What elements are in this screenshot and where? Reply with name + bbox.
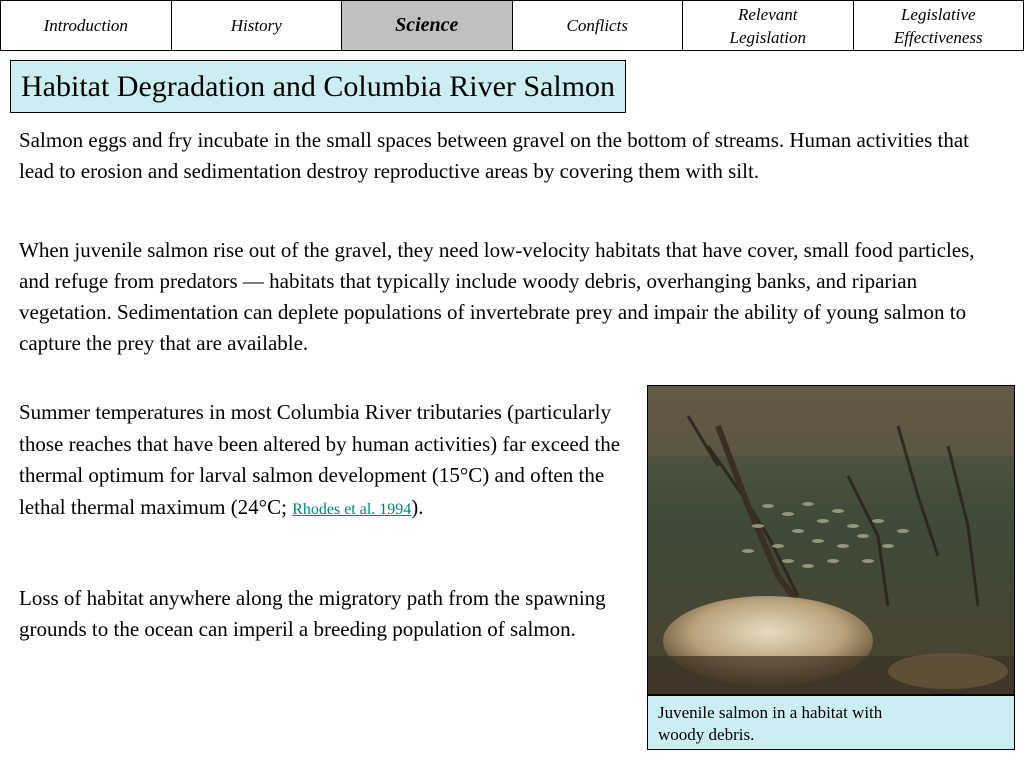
page-title: Habitat Degradation and Columbia River Salmon bbox=[10, 60, 626, 113]
tab-science[interactable]: Science bbox=[341, 0, 513, 51]
reference-link[interactable]: Rhodes et al. 1994 bbox=[292, 500, 412, 518]
paragraph-juvenile-habitat: When juvenile salmon rise out of the gravel, they need low-velocity habitats that have cover, small food particles, and refuge from predators — habitats that typically include woody debris, overhanging banks, and riparian vegetation. Sedimentation can deplete populations of invertebrate prey and impair the ability of young salmon to capture the prey that are available. bbox=[19, 238, 975, 355]
paragraph-temperatures-text: Summer temperatures in most Columbia River tributaries (particularly those reaches that have been altered by human activities) far exceed the thermal optimum for larval salmon development (15°C) and often the lethal thermal maximum (24°C; bbox=[19, 400, 621, 519]
paragraph-habitat-loss: Loss of habitat anywhere along the migratory path from the spawning grounds to the ocean can imperil a breeding population of salmon. bbox=[19, 586, 606, 641]
tab-legislative-effectiveness[interactable]: Legislative Effectiveness bbox=[853, 0, 1024, 51]
tab-relevant-legislation[interactable]: Relevant Legislation bbox=[682, 0, 854, 51]
salmon-photo-illustration bbox=[648, 386, 1014, 694]
salmon-photo bbox=[647, 385, 1015, 695]
tab-history[interactable]: History bbox=[171, 0, 343, 51]
paragraph-temperatures bbox=[19, 397, 644, 525]
photo-caption: Juvenile salmon in a habitat with woody debris. bbox=[647, 695, 1015, 750]
tab-introduction[interactable]: Introduction bbox=[0, 0, 172, 51]
paragraph-eggs-fry: Salmon eggs and fry incubate in the small spaces between gravel on the bottom of streams. Human activities that lead to erosion and sedimentation destroy reproductive areas by covering them with silt. bbox=[19, 128, 969, 183]
tab-conflicts[interactable]: Conflicts bbox=[512, 0, 684, 51]
top-nav bbox=[0, 0, 1024, 51]
paragraph-temperatures-end: ). bbox=[411, 494, 424, 519]
